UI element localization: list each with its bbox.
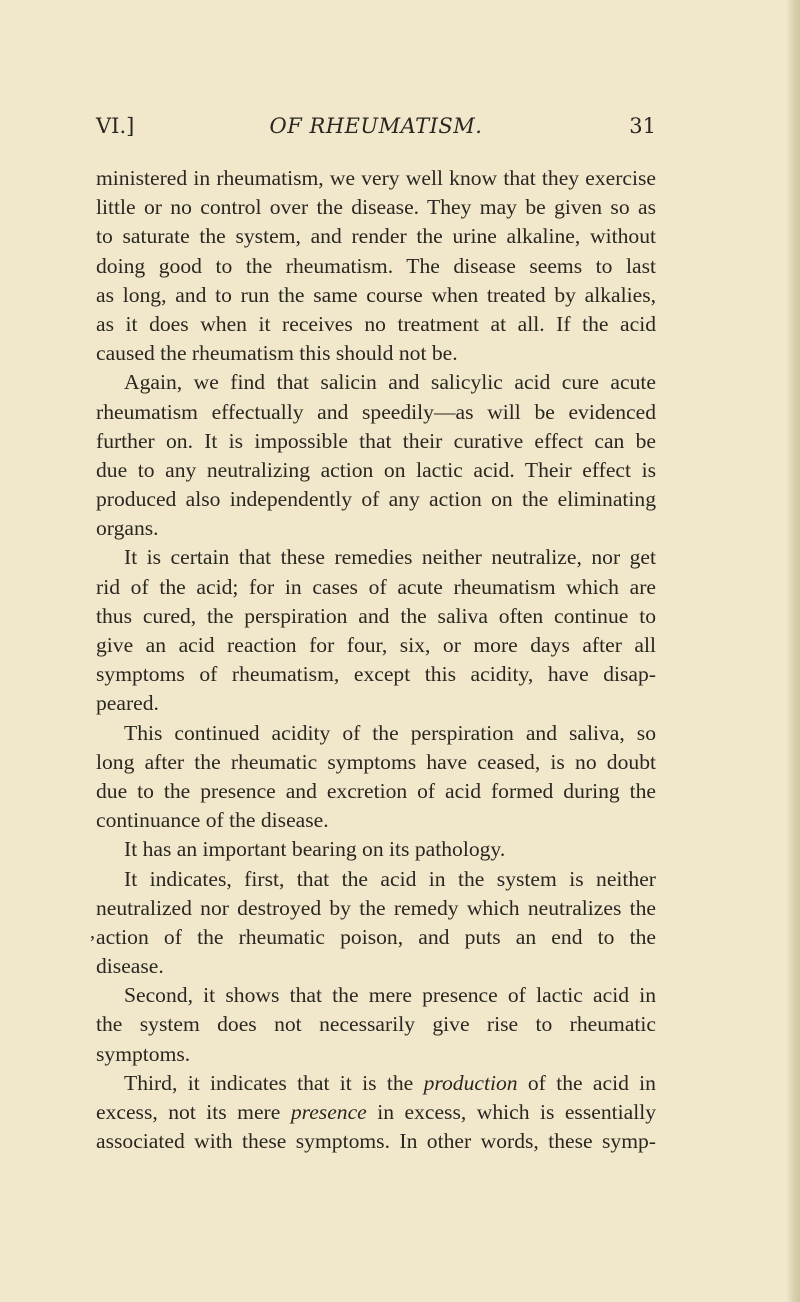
- text-line: to saturate the system, and render the urine alkaline, without: [96, 224, 656, 249]
- text-line: organs.: [96, 516, 159, 541]
- text-line: as long, and to run the same course when treated by alkalies,: [96, 282, 656, 307]
- running-title: OF RHEUMATISM.: [269, 114, 483, 138]
- page-number: 31: [629, 114, 656, 138]
- text-line: rheumatism effectually and speedily—as will be evidenced: [96, 399, 656, 424]
- text-line: peared.: [96, 691, 159, 716]
- text-line: due to any neutralizing action on lactic acid. Their effect is: [96, 457, 656, 482]
- italic-emphasis: production: [423, 1070, 518, 1095]
- text-line: disease.: [96, 954, 164, 979]
- paragraph-start-line: Second, it shows that the mere presence of lactic acid in: [124, 983, 656, 1008]
- text-line: give an acid reaction for four, six, or more days after all: [96, 633, 656, 657]
- text-line: long after the rheumatic symptoms have ceased, is no doubt: [96, 749, 656, 774]
- text-line: [96, 1098, 656, 1127]
- text-fragment: Third, it indicates that it is the: [124, 1070, 414, 1095]
- running-head: [96, 114, 656, 148]
- paragraph-start-line: It has an important bearing on its pathology.: [124, 837, 506, 862]
- text-fragment: of the acid in: [527, 1070, 656, 1095]
- stray-mark: ,: [90, 921, 95, 943]
- paragraph-start-line: Again, we find that salicin and salicylic acid cure acute: [124, 370, 656, 395]
- body-text: [96, 164, 656, 1156]
- text-line: doing good to the rheumatism. The disease seems to last: [96, 253, 656, 278]
- text-line: further on. It is impossible that their curative effect can be: [96, 428, 656, 453]
- text-line: little or no control over the disease. They may be given so as: [96, 195, 656, 220]
- text-line: associated with these symptoms. In other words, these symp-: [96, 1129, 656, 1154]
- text-line: action of the rheumatic poison, and puts an end to the: [96, 924, 656, 949]
- italic-emphasis: presence: [290, 1100, 367, 1124]
- paragraph-start-line: It indicates, first, that the acid in the system is neither: [124, 866, 656, 891]
- text-line: produced also independently of any action on the eliminating: [96, 487, 656, 512]
- text-line: symptoms of rheumatism, except this acidity, have disap-: [96, 662, 656, 687]
- text-line: due to the presence and excretion of acid formed during the: [96, 778, 656, 803]
- paragraph-start-line: This continued acidity of the perspiration and saliva, so: [124, 720, 656, 745]
- text-line: rid of the acid; for in cases of acute rheumatism which are: [96, 574, 656, 599]
- chapter-number: VI.]: [96, 114, 135, 138]
- text-line: neutralized nor destroyed by the remedy which neutralizes the: [96, 895, 656, 920]
- paragraph-start-line: It is certain that these remedies neither neutralize, nor get: [124, 545, 656, 570]
- text-line: caused the rheumatism this should not be.: [96, 341, 458, 366]
- text-line: symptoms.: [96, 1041, 191, 1066]
- text-line: ministered in rheumatism, we very well know that they exercise: [96, 166, 656, 190]
- text-line: the system does not necessarily give rise to rheumatic: [96, 1012, 656, 1037]
- text-line: thus cured, the perspiration and the saliva often continue to: [96, 603, 656, 628]
- text-fragment: in excess, which is essentially: [377, 1100, 656, 1124]
- text-line: as it does when it receives no treatment at all. If the acid: [96, 311, 656, 336]
- paragraph-start-line: [96, 1069, 656, 1098]
- text-line: continuance of the disease.: [96, 808, 329, 833]
- text-fragment: excess, not its mere: [96, 1100, 281, 1124]
- page-edge-shadow: [786, 0, 800, 1302]
